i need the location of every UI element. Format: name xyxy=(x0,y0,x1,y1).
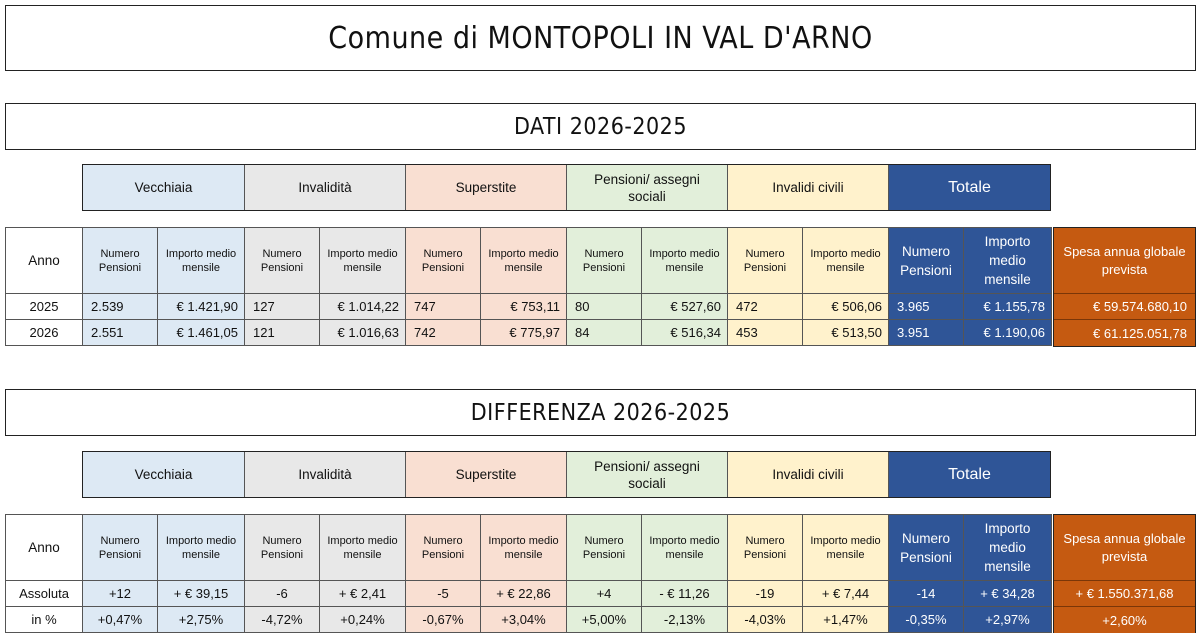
cell-invalidita-num: -4,72% xyxy=(245,607,320,633)
group-invalidita: Invalidità xyxy=(245,165,406,210)
cell-civili-imp: +1,47% xyxy=(803,607,889,633)
cell-totale-imp: + € 34,28 xyxy=(964,581,1052,607)
cell-superstite-num: -5 xyxy=(406,581,481,607)
col-vecchiaia-importo: Importo medio mensile xyxy=(158,515,245,581)
cell-totale-num: 3.965 xyxy=(889,294,964,320)
group-pensioni-sociali: Pensioni/ assegni sociali xyxy=(567,452,728,497)
cell-sociali-imp: -2,13% xyxy=(642,607,728,633)
spesa-value: + € 1.550.371,68 xyxy=(1054,581,1195,607)
cell-sociali-num: 80 xyxy=(567,294,642,320)
col-sociali-numero: Numero Pensioni xyxy=(567,228,642,294)
cell-sociali-imp: € 516,34 xyxy=(642,320,728,346)
cell-invalidita-num: 121 xyxy=(245,320,320,346)
section-differenza-title xyxy=(5,389,1196,436)
cell-vecchiaia-imp: +2,75% xyxy=(158,607,245,633)
group-pensioni-sociali: Pensioni/ assegni sociali xyxy=(567,165,728,210)
col-civili-importo: Importo medio mensile xyxy=(803,515,889,581)
group-vecchiaia: Vecchiaia xyxy=(83,165,245,210)
col-civili-numero: Numero Pensioni xyxy=(728,228,803,294)
cell-vecchiaia-num: +0,47% xyxy=(83,607,158,633)
section-dati-spesa-column xyxy=(1053,227,1196,347)
col-superstite-numero: Numero Pensioni xyxy=(406,515,481,581)
cell-civili-num: 453 xyxy=(728,320,803,346)
cell-anno: 2026 xyxy=(6,320,83,346)
table-row xyxy=(6,294,1052,320)
cell-invalidita-imp: € 1.016,63 xyxy=(320,320,406,346)
section-dati-table xyxy=(5,227,1052,346)
cell-vecchiaia-num: +12 xyxy=(83,581,158,607)
col-vecchiaia-numero: Numero Pensioni xyxy=(83,515,158,581)
page-title xyxy=(5,5,1196,71)
cell-superstite-imp: € 775,97 xyxy=(481,320,567,346)
table-header-row xyxy=(6,228,1052,294)
cell-superstite-num: -0,67% xyxy=(406,607,481,633)
cell-invalidita-num: 127 xyxy=(245,294,320,320)
cell-vecchiaia-num: 2.551 xyxy=(83,320,158,346)
group-invalidi-civili: Invalidi civili xyxy=(728,452,889,497)
cell-totale-imp: +2,97% xyxy=(964,607,1052,633)
col-vecchiaia-importo: Importo medio mensile xyxy=(158,228,245,294)
cell-sociali-num: 84 xyxy=(567,320,642,346)
col-totale-numero: Numero Pensioni xyxy=(889,515,964,581)
col-totale-importo: Importo medio mensile xyxy=(964,515,1052,581)
cell-totale-num: 3.951 xyxy=(889,320,964,346)
section-differenza-group-header xyxy=(82,451,1051,498)
spesa-value: € 59.574.680,10 xyxy=(1054,294,1195,320)
col-anno-header: Anno xyxy=(6,515,83,581)
col-invalidita-importo: Importo medio mensile xyxy=(320,515,406,581)
table-header-row xyxy=(6,515,1052,581)
spesa-value: € 61.125.051,78 xyxy=(1093,325,1187,341)
section-differenza-title-text: DIFFERENZA 2026-2025 xyxy=(470,399,731,426)
cell-superstite-imp: +3,04% xyxy=(481,607,567,633)
table-row xyxy=(6,320,1052,346)
cell-vecchiaia-imp: € 1.421,90 xyxy=(158,294,245,320)
group-totale: Totale xyxy=(889,165,1050,210)
group-invalidita: Invalidità xyxy=(245,452,406,497)
col-anno-header: Anno xyxy=(6,228,83,294)
cell-superstite-num: 747 xyxy=(406,294,481,320)
cell-superstite-imp: + € 22,86 xyxy=(481,581,567,607)
section-dati-title-text: DATI 2026-2025 xyxy=(514,113,687,140)
cell-superstite-imp: € 753,11 xyxy=(481,294,567,320)
section-dati-group-header xyxy=(82,164,1051,211)
cell-invalidita-num: -6 xyxy=(245,581,320,607)
spesa-value: +2,60% xyxy=(1102,612,1147,628)
col-invalidita-numero: Numero Pensioni xyxy=(245,515,320,581)
section-dati-title xyxy=(5,103,1196,150)
col-superstite-importo: Importo medio mensile xyxy=(481,515,567,581)
col-vecchiaia-numero: Numero Pensioni xyxy=(83,228,158,294)
col-sociali-importo: Importo medio mensile xyxy=(642,515,728,581)
col-civili-numero: Numero Pensioni xyxy=(728,515,803,581)
spesa-header: Spesa annua globale prevista xyxy=(1054,515,1195,581)
cell-totale-imp: € 1.155,78 xyxy=(964,294,1052,320)
section-differenza-table xyxy=(5,514,1052,633)
cell-anno: Assoluta xyxy=(6,581,83,607)
cell-sociali-num: +4 xyxy=(567,581,642,607)
cell-totale-imp: € 1.190,06 xyxy=(964,320,1052,346)
col-superstite-importo: Importo medio mensile xyxy=(481,228,567,294)
col-sociali-importo: Importo medio mensile xyxy=(642,228,728,294)
col-invalidita-importo: Importo medio mensile xyxy=(320,228,406,294)
cell-civili-num: -4,03% xyxy=(728,607,803,633)
cell-sociali-imp: - € 11,26 xyxy=(642,581,728,607)
group-invalidi-civili: Invalidi civili xyxy=(728,165,889,210)
col-invalidita-numero: Numero Pensioni xyxy=(245,228,320,294)
cell-vecchiaia-imp: € 1.461,05 xyxy=(158,320,245,346)
cell-anno: 2025 xyxy=(6,294,83,320)
cell-sociali-num: +5,00% xyxy=(567,607,642,633)
col-superstite-numero: Numero Pensioni xyxy=(406,228,481,294)
cell-vecchiaia-imp: + € 39,15 xyxy=(158,581,245,607)
group-superstite: Superstite xyxy=(406,452,567,497)
cell-civili-imp: € 513,50 xyxy=(803,320,889,346)
cell-superstite-num: 742 xyxy=(406,320,481,346)
cell-invalidita-imp: € 1.014,22 xyxy=(320,294,406,320)
group-vecchiaia: Vecchiaia xyxy=(83,452,245,497)
col-sociali-numero: Numero Pensioni xyxy=(567,515,642,581)
col-totale-numero: Numero Pensioni xyxy=(889,228,964,294)
group-totale: Totale xyxy=(889,452,1050,497)
cell-sociali-imp: € 527,60 xyxy=(642,294,728,320)
cell-vecchiaia-num: 2.539 xyxy=(83,294,158,320)
page-title-text: Comune di MONTOPOLI IN VAL D'ARNO xyxy=(328,20,873,56)
spesa-header: Spesa annua globale prevista xyxy=(1054,228,1195,294)
cell-anno: in % xyxy=(6,607,83,633)
cell-civili-imp: + € 7,44 xyxy=(803,581,889,607)
table-row xyxy=(6,607,1052,633)
cell-civili-num: 472 xyxy=(728,294,803,320)
group-superstite: Superstite xyxy=(406,165,567,210)
cell-totale-num: -0,35% xyxy=(889,607,964,633)
section-differenza-spesa-column xyxy=(1053,514,1196,633)
cell-invalidita-imp: +0,24% xyxy=(320,607,406,633)
col-civili-importo: Importo medio mensile xyxy=(803,228,889,294)
table-row xyxy=(6,581,1052,607)
cell-civili-num: -19 xyxy=(728,581,803,607)
col-totale-importo: Importo medio mensile xyxy=(964,228,1052,294)
cell-totale-num: -14 xyxy=(889,581,964,607)
cell-civili-imp: € 506,06 xyxy=(803,294,889,320)
cell-invalidita-imp: + € 2,41 xyxy=(320,581,406,607)
